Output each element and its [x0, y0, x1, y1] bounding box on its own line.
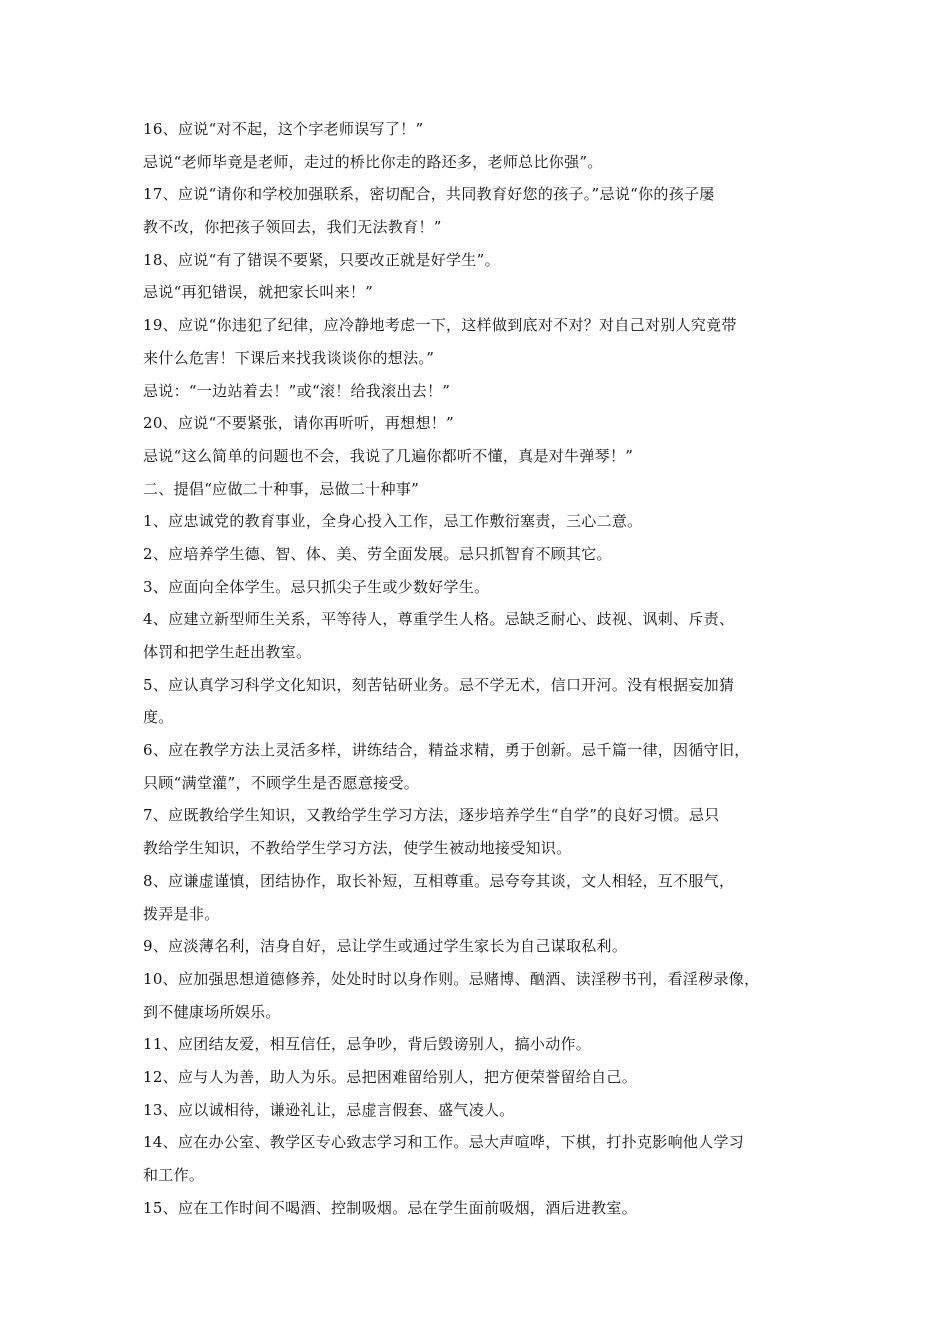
text-line: 6、应在教学方法上灵活多样，讲练结合，精益求精，勇于创新。忌千篇一律，因循守旧， — [143, 741, 750, 760]
text-line: 20、应说“不要紧张，请你再听听，再想想！” — [143, 414, 455, 433]
document-body — [143, 113, 815, 1224]
text-line: 13、应以诚相待，谦逊礼让，忌虚言假套、盛气凌人。 — [143, 1100, 515, 1119]
text-line: 17、应说“请你和学校加强联系，密切配合，共同教育好您的孩子。”忌说“你的孩子屡 — [143, 185, 715, 204]
section-heading: 二、提倡“应做二十种事，忌做二十种事” — [143, 479, 420, 498]
text-line: 8、应谦虚谨慎，团结协作，取长补短，互相尊重。忌夸夸其谈，文人相轻，互不服气， — [143, 871, 735, 890]
text-line: 忌说“老师毕竟是老师，走过的桥比你走的路还多，老师总比你强”。 — [143, 152, 603, 171]
text-line: 18、应说“有了错误不要紧，只要改正就是好学生”。 — [143, 250, 500, 269]
text-line: 4、应建立新型师生关系，平等待人，尊重学生人格。忌缺乏耐心、歧视、讽刺、斥责、 — [143, 610, 735, 629]
text-line: 体罚和把学生赶出教室。 — [143, 643, 312, 661]
text-line: 14、应在办公室、教学区专心致志学习和工作。忌大声喧哗，下棋，打扑克影响他人学习 — [143, 1133, 745, 1152]
text-line: 忌说“这么简单的问题也不会，我说了几遍你都听不懂，真是对牛弹琴！” — [143, 446, 634, 465]
text-line: 10、应加强思想道德修养，处处时时以身作则。忌赌博、酗酒、读淫秽书刊，看淫秽录像， — [143, 969, 760, 988]
text-line: 到不健康场所娱乐。 — [143, 1002, 281, 1021]
text-line: 7、应既教给学生知识，又教给学生学习方法，逐步培养学生“自学”的良好习惯。忌只 — [143, 806, 720, 825]
text-line: 1、应忠诚党的教育事业，全身心投入工作，忌工作敷衍塞责，三心二意。 — [143, 512, 643, 531]
text-line: 忌说“再犯错误，就把家长叫来！” — [143, 283, 374, 302]
text-line: 12、应与人为善，助人为乐。忌把困难留给别人，把方便荣誉留给自己。 — [143, 1067, 637, 1086]
text-line: 来什么危害！下课后来找我谈谈你的想法。” — [143, 348, 435, 367]
text-line: 9、应淡薄名利，洁身自好，忌让学生或通过学生家长为自己谋取私利。 — [143, 937, 628, 956]
text-line: 2、应培养学生德、智、体、美、劳全面发展。忌只抓智育不顾其它。 — [143, 544, 612, 563]
text-line: 度。 — [143, 708, 174, 727]
text-line: 教不改，你把孩子领回去，我们无法教育！” — [143, 218, 442, 237]
text-line: 3、应面向全体学生。忌只抓尖子生或少数好学生。 — [143, 577, 490, 596]
text-line: 15、应在工作时间不喝酒、控制吸烟。忌在学生面前吸烟，酒后进教室。 — [143, 1198, 637, 1217]
text-line: 5、应认真学习科学文化知识，刻苦钻研业务。忌不学无术，信口开河。没有根据妄加猜 — [143, 675, 735, 694]
text-line: 11、应团结友爱，相互信任，忌争吵，背后毁谤别人，搞小动作。 — [143, 1035, 592, 1054]
text-line: 教给学生知识，不教给学生学习方法，使学生被动地接受知识。 — [143, 839, 572, 858]
text-line: 16、应说“对不起，这个字老师误写了！” — [143, 120, 424, 138]
text-line: 拨弄是非。 — [143, 904, 220, 923]
text-line: 和工作。 — [143, 1166, 205, 1184]
text-line: 19、应说“你违犯了纪律，应冷静地考虑一下，这样做到底对不对？对自己对别人究竟带 — [143, 316, 737, 335]
text-line: 忌说：“一边站着去！”或“滚！给我滚出去！” — [143, 381, 451, 400]
text-line: 只顾“满堂灌”，不顾学生是否愿意接受。 — [143, 773, 420, 792]
